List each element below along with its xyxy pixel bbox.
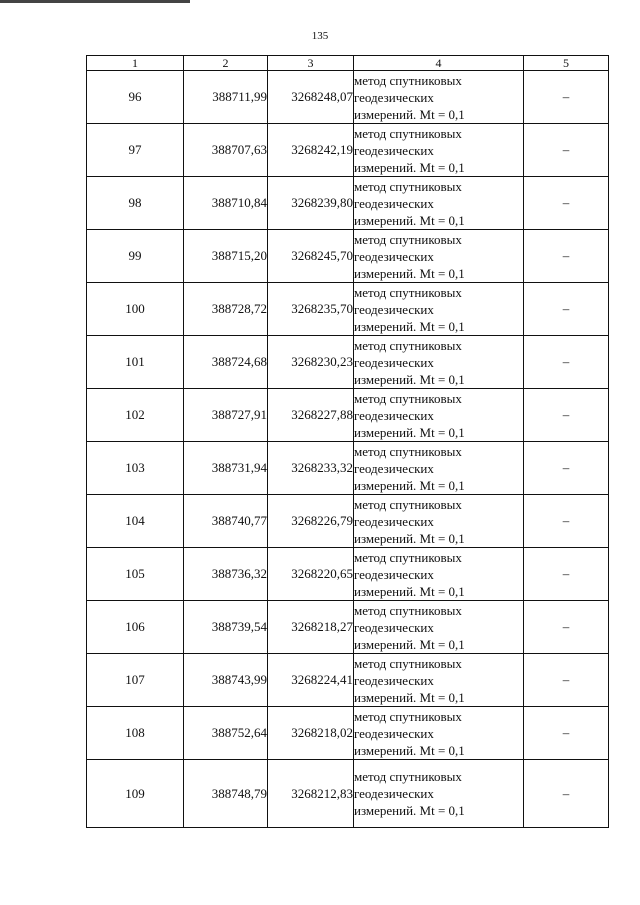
- note-cell: –: [524, 177, 609, 230]
- point-number-cell: 107: [87, 654, 184, 707]
- method-line: метод спутниковых: [354, 496, 462, 512]
- method-line: метод спутниковых: [354, 655, 462, 671]
- point-number-cell: 109: [87, 760, 184, 828]
- method-line: геодезических: [354, 354, 434, 370]
- method-cell: [354, 760, 524, 828]
- x-coordinate-cell: 388736,32: [184, 548, 268, 601]
- method-line: метод спутниковых: [354, 549, 462, 565]
- method-line: измерений. Mt = 0,1: [354, 212, 465, 228]
- x-coordinate-cell: 388740,77: [184, 495, 268, 548]
- coordinates-table: [86, 55, 609, 828]
- top-rule: [0, 0, 190, 3]
- table-row: [87, 760, 609, 828]
- method-line: метод спутниковых: [354, 72, 462, 88]
- note-cell: –: [524, 124, 609, 177]
- y-coordinate-cell: 3268242,19: [268, 124, 354, 177]
- y-coordinate-cell: 3268226,79: [268, 495, 354, 548]
- method-cell: [354, 71, 524, 124]
- method-line: метод спутниковых: [354, 443, 462, 459]
- column-header: 2: [184, 56, 268, 71]
- method-line: метод спутниковых: [354, 769, 462, 784]
- method-line: измерений. Mt = 0,1: [354, 265, 465, 281]
- table-row: [87, 124, 609, 177]
- table-row: [87, 442, 609, 495]
- method-line: геодезических: [354, 301, 434, 317]
- method-line: геодезических: [354, 513, 434, 529]
- table-row: [87, 495, 609, 548]
- table-row: [87, 71, 609, 124]
- x-coordinate-cell: 388715,20: [184, 230, 268, 283]
- method-cell: [354, 601, 524, 654]
- column-header: 3: [268, 56, 354, 71]
- note-cell: –: [524, 654, 609, 707]
- note-cell: –: [524, 230, 609, 283]
- method-line: геодезических: [354, 89, 434, 105]
- x-coordinate-cell: 388711,99: [184, 71, 268, 124]
- point-number-cell: 105: [87, 548, 184, 601]
- y-coordinate-cell: 3268218,02: [268, 707, 354, 760]
- method-line: геодезических: [354, 725, 434, 741]
- point-number-cell: 106: [87, 601, 184, 654]
- x-coordinate-cell: 388739,54: [184, 601, 268, 654]
- method-line: геодезических: [354, 566, 434, 582]
- point-number-cell: 101: [87, 336, 184, 389]
- method-cell: [354, 177, 524, 230]
- method-cell: [354, 442, 524, 495]
- note-cell: –: [524, 707, 609, 760]
- y-coordinate-cell: 3268227,88: [268, 389, 354, 442]
- point-number-cell: 108: [87, 707, 184, 760]
- note-cell: –: [524, 442, 609, 495]
- table-header-row: [87, 56, 609, 71]
- method-line: измерений. Mt = 0,1: [354, 689, 465, 705]
- method-cell: [354, 124, 524, 177]
- note-cell: –: [524, 336, 609, 389]
- column-header: 5: [524, 56, 609, 71]
- column-header: 4: [354, 56, 524, 71]
- method-line: геодезических: [354, 248, 434, 264]
- note-cell: –: [524, 495, 609, 548]
- note-cell: –: [524, 71, 609, 124]
- y-coordinate-cell: 3268220,65: [268, 548, 354, 601]
- y-coordinate-cell: 3268245,70: [268, 230, 354, 283]
- note-cell: –: [524, 389, 609, 442]
- method-cell: [354, 707, 524, 760]
- y-coordinate-cell: 3268235,70: [268, 283, 354, 336]
- point-number-cell: 103: [87, 442, 184, 495]
- method-line: геодезических: [354, 142, 434, 158]
- point-number-cell: 97: [87, 124, 184, 177]
- x-coordinate-cell: 388743,99: [184, 654, 268, 707]
- method-line: метод спутниковых: [354, 125, 462, 141]
- table-row: [87, 654, 609, 707]
- method-line: геодезических: [354, 619, 434, 635]
- table-body: [87, 71, 609, 828]
- method-line: метод спутниковых: [354, 231, 462, 247]
- method-cell: [354, 336, 524, 389]
- method-line: измерений. Mt = 0,1: [354, 742, 465, 758]
- y-coordinate-cell: 3268218,27: [268, 601, 354, 654]
- method-cell: [354, 389, 524, 442]
- note-cell: –: [524, 760, 609, 828]
- note-cell: –: [524, 601, 609, 654]
- note-cell: –: [524, 283, 609, 336]
- table-row: [87, 389, 609, 442]
- method-line: измерений. Mt = 0,1: [354, 159, 465, 175]
- page-number: 135: [311, 30, 329, 42]
- method-line: метод спутниковых: [354, 337, 462, 353]
- table-row: [87, 601, 609, 654]
- x-coordinate-cell: 388752,64: [184, 707, 268, 760]
- x-coordinate-cell: 388727,91: [184, 389, 268, 442]
- y-coordinate-cell: 3268224,41: [268, 654, 354, 707]
- method-line: измерений. Mt = 0,1: [354, 106, 465, 122]
- x-coordinate-cell: 388731,94: [184, 442, 268, 495]
- method-line: измерений. Mt = 0,1: [354, 318, 465, 334]
- method-line: метод спутниковых: [354, 390, 462, 406]
- note-cell: –: [524, 548, 609, 601]
- method-line: геодезических: [354, 672, 434, 688]
- y-coordinate-cell: 3268248,07: [268, 71, 354, 124]
- table-row: [87, 230, 609, 283]
- x-coordinate-cell: 388724,68: [184, 336, 268, 389]
- method-line: измерений. Mt = 0,1: [354, 583, 465, 599]
- y-coordinate-cell: 3268233,32: [268, 442, 354, 495]
- method-line: геодезических: [354, 195, 434, 211]
- y-coordinate-cell: 3268230,23: [268, 336, 354, 389]
- method-line: метод спутниковых: [354, 178, 462, 194]
- point-number-cell: 102: [87, 389, 184, 442]
- method-line: измерений. Mt = 0,1: [354, 477, 465, 493]
- method-cell: [354, 230, 524, 283]
- x-coordinate-cell: 388710,84: [184, 177, 268, 230]
- method-cell: [354, 495, 524, 548]
- table-row: [87, 707, 609, 760]
- point-number-cell: 100: [87, 283, 184, 336]
- y-coordinate-cell: 3268212,83: [268, 760, 354, 828]
- point-number-cell: 98: [87, 177, 184, 230]
- x-coordinate-cell: 388728,72: [184, 283, 268, 336]
- point-number-cell: 96: [87, 71, 184, 124]
- column-header: 1: [87, 56, 184, 71]
- method-line: измерений. Mt = 0,1: [354, 424, 465, 440]
- method-cell: [354, 283, 524, 336]
- method-line: метод спутниковых: [354, 602, 462, 618]
- method-cell: [354, 548, 524, 601]
- x-coordinate-cell: 388707,63: [184, 124, 268, 177]
- method-line: измерений. Mt = 0,1: [354, 803, 465, 818]
- y-coordinate-cell: 3268239,80: [268, 177, 354, 230]
- table-row: [87, 336, 609, 389]
- method-cell: [354, 654, 524, 707]
- table-row: [87, 548, 609, 601]
- method-line: измерений. Mt = 0,1: [354, 371, 465, 387]
- method-line: метод спутниковых: [354, 708, 462, 724]
- x-coordinate-cell: 388748,79: [184, 760, 268, 828]
- method-line: геодезических: [354, 460, 434, 476]
- point-number-cell: 99: [87, 230, 184, 283]
- point-number-cell: 104: [87, 495, 184, 548]
- method-line: геодезических: [354, 407, 434, 423]
- method-line: геодезических: [354, 786, 434, 801]
- table-row: [87, 177, 609, 230]
- table-row: [87, 283, 609, 336]
- method-line: измерений. Mt = 0,1: [354, 636, 465, 652]
- method-line: измерений. Mt = 0,1: [354, 530, 465, 546]
- method-line: метод спутниковых: [354, 284, 462, 300]
